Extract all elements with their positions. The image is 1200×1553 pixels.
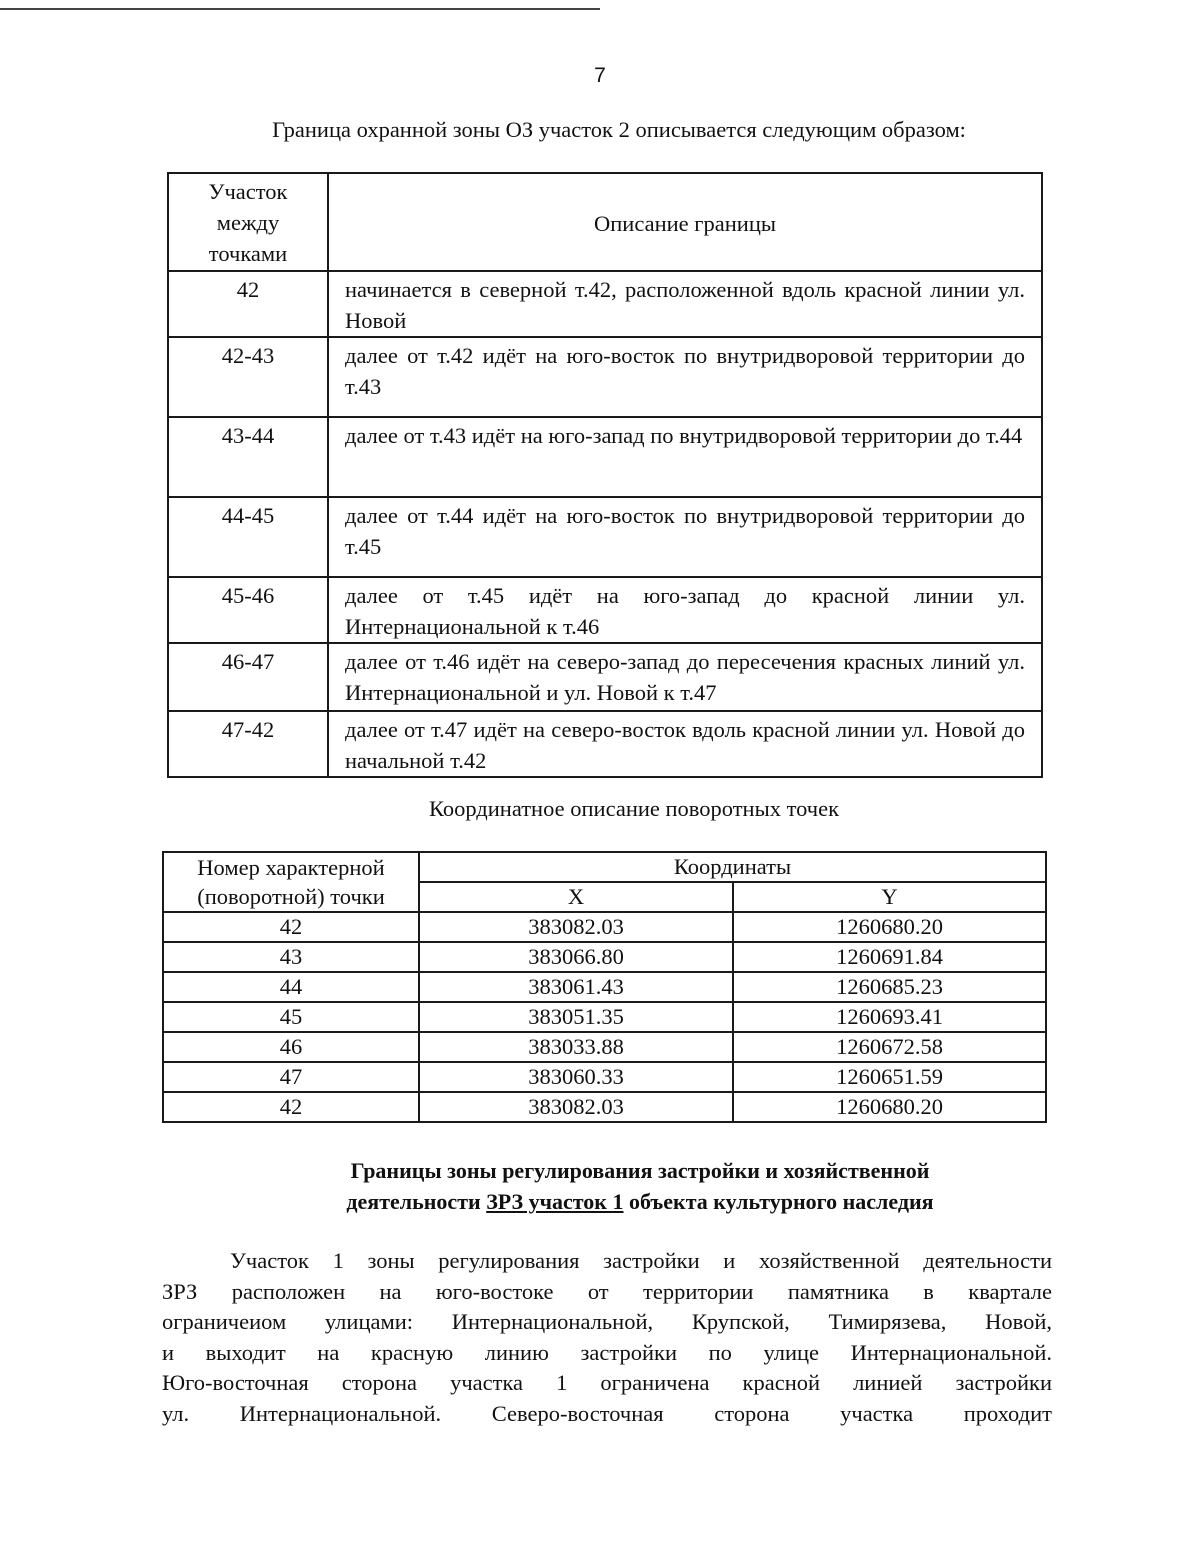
segment-cell: 43-44 xyxy=(168,417,328,497)
y-cell: 1260680.20 xyxy=(733,912,1046,942)
segment-header-line: точками xyxy=(208,241,288,266)
segment-cell: 42 xyxy=(168,271,328,337)
heading-underlined-text: ЗРЗ участок 1 xyxy=(486,1189,624,1214)
x-cell: 383066.80 xyxy=(419,942,733,972)
table-row xyxy=(163,1092,1046,1122)
boundary-table xyxy=(167,172,1043,778)
table-row xyxy=(168,337,1042,417)
table-row xyxy=(168,497,1042,577)
segment-header-line: Участок xyxy=(208,179,288,204)
point-header-line1: Номер характерной xyxy=(163,852,419,882)
paragraph-line: и выходит на красную линию застройки по улице Интернациональной. xyxy=(162,1339,1052,1365)
description-cell: далее от т.47 идёт на северо-восток вдоль красной линии ул. Новой до начальной т.42 xyxy=(328,711,1042,777)
segment-cell: 42-43 xyxy=(168,337,328,417)
body-paragraph xyxy=(162,1246,1052,1429)
coords-caption: Координатное описание поворотных точек xyxy=(428,796,840,821)
paragraph-line: Участок 1 зоны регулирования застройки и хозяйственной деятельности xyxy=(230,1248,1052,1273)
table-row xyxy=(168,271,1042,337)
x-cell: 383082.03 xyxy=(419,1092,733,1122)
point-cell: 42 xyxy=(163,1092,419,1122)
description-header: Описание границы xyxy=(328,173,1042,271)
description-cell: далее от т.46 идёт на северо-запад до пересечения красных линий ул. Интернациональной и ул. Новой к т.47 xyxy=(328,643,1042,711)
table-row xyxy=(168,417,1042,497)
segment-header-line: между xyxy=(216,210,280,235)
heading-text: деятельности xyxy=(346,1189,487,1214)
table-row xyxy=(168,577,1042,643)
segment-cell: 47-42 xyxy=(168,711,328,777)
x-header: X xyxy=(419,882,733,912)
segment-cell: 44-45 xyxy=(168,497,328,577)
segment-cell: 45-46 xyxy=(168,577,328,643)
coords-header-row xyxy=(163,852,1046,882)
segment-header xyxy=(168,173,328,271)
y-header: Y xyxy=(733,882,1046,912)
point-cell: 43 xyxy=(163,942,419,972)
paragraph-line: Юго-восточная сторона участка 1 ограничена красной линией застройки xyxy=(162,1370,1052,1395)
table-row xyxy=(163,1062,1046,1092)
x-cell: 383060.33 xyxy=(419,1062,733,1092)
y-cell: 1260693.41 xyxy=(733,1002,1046,1032)
boundary-table-header xyxy=(168,173,1042,271)
y-cell: 1260651.59 xyxy=(733,1062,1046,1092)
y-cell: 1260672.58 xyxy=(733,1032,1046,1062)
description-cell: начинается в северной т.42, расположенной вдоль красной линии ул. Новой xyxy=(328,271,1042,337)
table-row xyxy=(168,711,1042,777)
description-cell: далее от т.45 идёт на юго-запад до красной линии ул. Интернациональной к т.46 xyxy=(328,577,1042,643)
page-number: 7 xyxy=(594,64,606,87)
coordinates-header: Координаты xyxy=(419,852,1046,882)
paragraph-line: ограничеиом улицами: Интернациональной, Крупской, Тимирязева, Новой, xyxy=(162,1309,1052,1334)
x-cell: 383051.35 xyxy=(419,1002,733,1032)
table-row xyxy=(163,1002,1046,1032)
point-cell: 46 xyxy=(163,1032,419,1062)
table-row xyxy=(163,942,1046,972)
description-cell: далее от т.42 идёт на юго-восток по внутридворовой территории до т.43 xyxy=(328,337,1042,417)
boundary-caption: Граница охранной зоны ОЗ участок 2 описывается следующим образом: xyxy=(272,117,966,142)
paragraph-line: ул. Интернациональной. Северо-восточная сторона участка проходит xyxy=(162,1400,1052,1426)
table-row xyxy=(163,912,1046,942)
coordinates-table xyxy=(162,851,1047,1123)
x-cell: 383082.03 xyxy=(419,912,733,942)
y-cell: 1260685.23 xyxy=(733,972,1046,1002)
scan-artifact-line xyxy=(0,8,600,10)
point-cell: 47 xyxy=(163,1062,419,1092)
point-header-line2: (поворотной) точки xyxy=(163,882,419,912)
point-cell: 45 xyxy=(163,1002,419,1032)
heading-text: объекта культурного наследия xyxy=(623,1189,934,1214)
paragraph-line: ЗРЗ расположен на юго-востоке от территории памятника в квартале xyxy=(162,1278,1052,1304)
table-row xyxy=(163,1032,1046,1062)
section-heading-line2 xyxy=(0,1187,1200,1217)
table-row xyxy=(163,972,1046,1002)
description-cell: далее от т.44 идёт на юго-восток по внутридворовой территории до т.45 xyxy=(328,497,1042,577)
table-row xyxy=(168,643,1042,711)
x-cell: 383061.43 xyxy=(419,972,733,1002)
segment-cell: 46-47 xyxy=(168,643,328,711)
description-cell: далее от т.43 идёт на юго-запад по внутридворовой территории до т.44 xyxy=(328,417,1042,497)
y-cell: 1260680.20 xyxy=(733,1092,1046,1122)
x-cell: 383033.88 xyxy=(419,1032,733,1062)
y-cell: 1260691.84 xyxy=(733,942,1046,972)
point-cell: 42 xyxy=(163,912,419,942)
point-cell: 44 xyxy=(163,972,419,1002)
coords-header-row xyxy=(163,882,1046,912)
section-heading-line1: Границы зоны регулирования застройки и хозяйственной xyxy=(350,1158,930,1183)
